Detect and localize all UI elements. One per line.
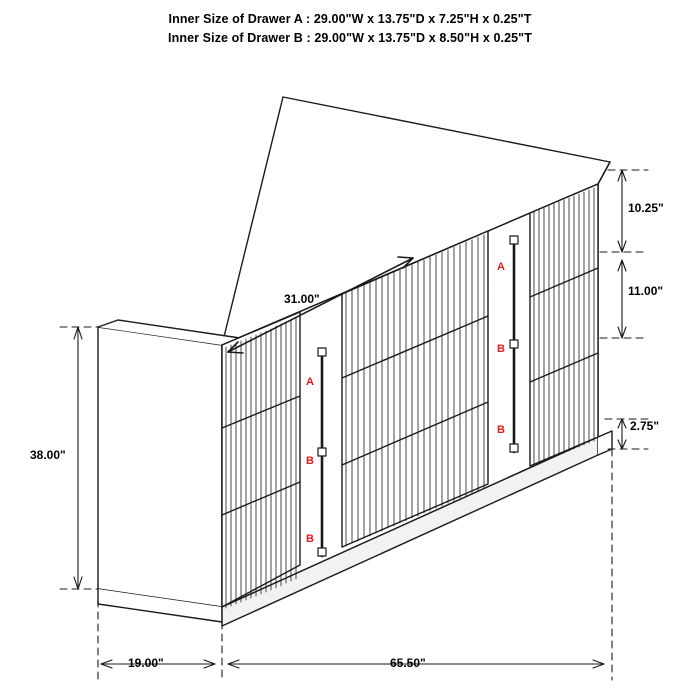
header-line-1: Inner Size of Drawer A : 29.00"W x 13.75"D x 7.25"H x 0.25"T [168,12,532,26]
label-right-top: 10.25" [628,201,664,215]
drawer-label-left-b1: B [306,455,314,467]
label-right-base: 2.75" [630,419,660,433]
drawer-label-right-b1: B [497,343,505,355]
drawer-label-right-b2: B [497,424,505,436]
label-height: 38.00" [30,448,66,462]
label-right-mid: 11.00" [628,284,664,298]
left-side-panel [98,320,240,622]
drawer-label-right-a: A [497,261,505,273]
label-diagonal: 31.00" [284,292,320,306]
header-line-2: Inner Size of Drawer B : 29.00"W x 13.75"D x 8.50"H x 0.25"T [168,31,532,45]
drawer-label-left-a: A [306,376,314,388]
label-width: 65.50" [390,656,426,670]
label-depth: 19.00" [128,656,164,670]
dimension-right-stack [600,170,648,338]
drawer-label-left-b2: B [306,533,314,545]
